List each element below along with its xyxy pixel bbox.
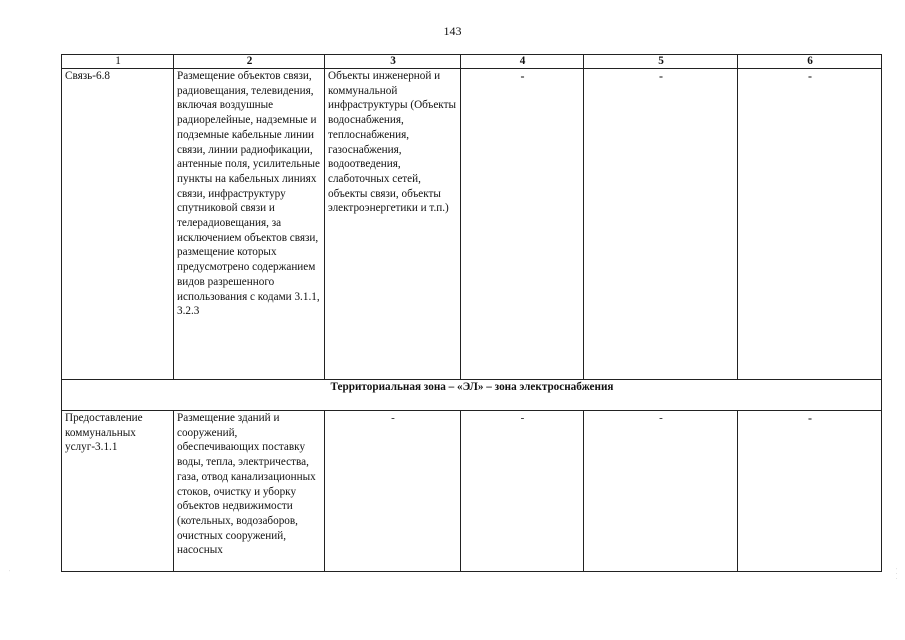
table-header-row [62, 55, 882, 69]
use-code-cell: Связь-6.8 [62, 69, 174, 380]
zone-heading-row [62, 380, 882, 411]
use-description-cell: Размещение зданий и сооружений, обеспечивающих поставку воды, тепла, электричества, газа, отвод канализационных стоков, очистку и уборку объектов недвижимости (котельных, водозаборов, очистных сооружений, насосных [174, 411, 325, 572]
column-header-1: 1 [62, 55, 174, 69]
column-5-cell: - [584, 69, 738, 380]
column-header-2: 2 [174, 55, 325, 69]
table-row [62, 411, 882, 572]
use-description-cell: Размещение объектов связи, радиовещания, телевидения, включая воздушные радиорелейные, надземные и подземные кабельные линии связи, линии радиофикации, антенные поля, усилительные пункты на кабельных линиях связи, инфраструктуру спутниковой связи и телерадиовещания, за исключением объектов связи, размещение которых предусмотрено содержанием видов разрешенного использования с кодами 3.1.1, 3.2.3 [174, 69, 325, 380]
table-row [62, 69, 882, 380]
column-5-cell: - [584, 411, 738, 572]
column-4-cell: - [461, 411, 584, 572]
left-margin-mark: · [6, 570, 11, 573]
column-6-cell: - [738, 69, 882, 380]
page-number: 143 [443, 24, 462, 38]
auxiliary-use-cell: - [325, 411, 461, 572]
right-margin-mark: · · · [893, 568, 898, 581]
column-header-6: 6 [738, 55, 882, 69]
column-header-4: 4 [461, 55, 584, 69]
zone-title: Территориальная зона – «ЭЛ» – зона электроснабжения [62, 380, 882, 411]
column-header-5: 5 [584, 55, 738, 69]
column-header-3: 3 [325, 55, 461, 69]
zoning-table [61, 54, 882, 572]
auxiliary-use-cell: Объекты инженерной и коммунальной инфраструктуры (Объекты водоснабжения, теплоснабжения, газоснабжения, водоотведения, слаботочных сетей, объекты связи, объекты электроэнергетики и т.п.) [325, 69, 461, 380]
column-4-cell: - [461, 69, 584, 380]
use-code-cell: Предоставление коммунальных услуг-3.1.1 [62, 411, 174, 572]
column-6-cell: - [738, 411, 882, 572]
